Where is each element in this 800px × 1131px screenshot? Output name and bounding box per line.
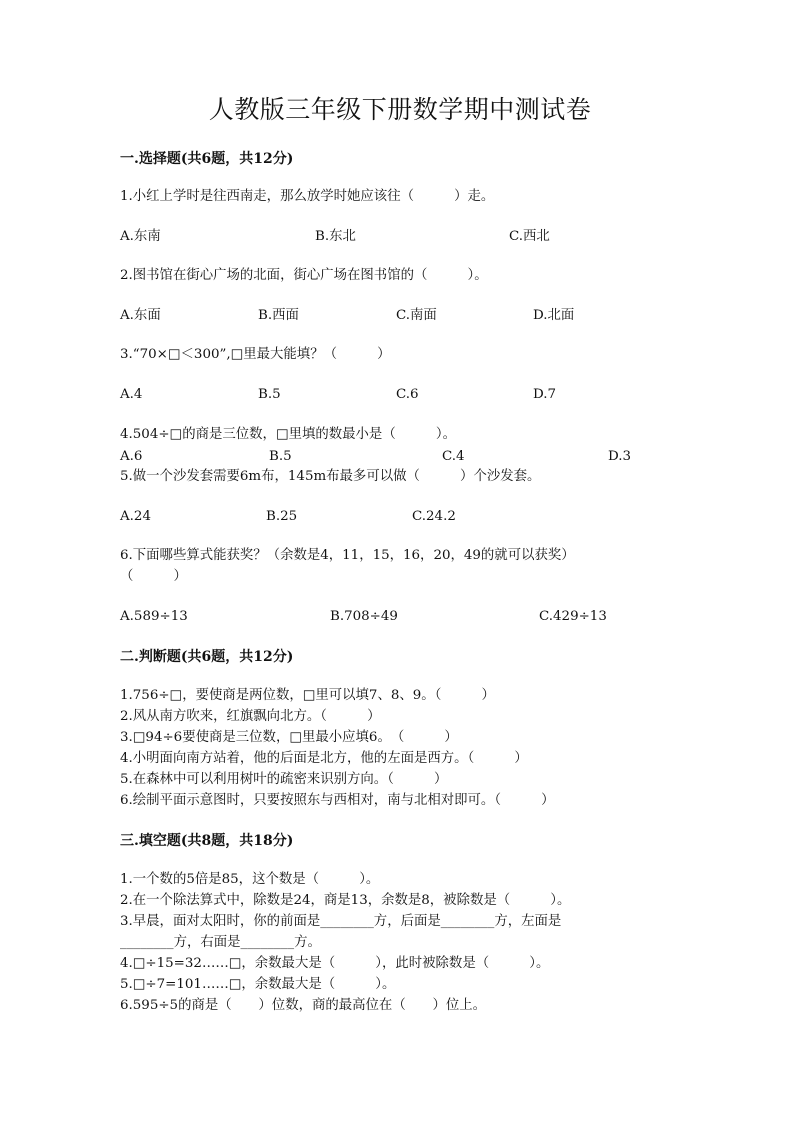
judgment-item-4: 4.小明面向南方站着，他的后面是北方，他的左面是西方。（ ） (120, 751, 528, 766)
q6-option-b: B.708÷49 (330, 609, 398, 624)
q3-option-b: B.5 (258, 387, 281, 402)
question-4: 4.504÷□的商是三位数，□里填的数最小是（ ）。 (120, 427, 456, 442)
question-5: 5.做一个沙发套需要6m布，145m布最多可以做（ ）个沙发套。 (120, 469, 541, 484)
fill-item-5: 5.□÷7=101……□，余数最大是（ ）。 (120, 977, 396, 992)
q5-option-a: A.24 (120, 509, 151, 524)
q4-option-b: B.5 (269, 449, 292, 464)
q3-option-a: A.4 (120, 387, 143, 402)
question-2: 2.图书馆在街心广场的北面，街心广场在图书馆的（ ）。 (120, 268, 488, 283)
fill-item-3-line2: ________方，右面是________方。 (120, 935, 321, 950)
question-3: 3.“70×□＜300”,□里最大能填？（ ） (120, 347, 391, 362)
q2-option-c: C.南面 (396, 308, 437, 323)
q6-option-a: A.589÷13 (120, 609, 188, 624)
q3-option-c: C.6 (396, 387, 419, 402)
judgment-item-1: 1.756÷□，要使商是两位数，□里可以填7、8、9。（ ） (120, 688, 495, 703)
question-6-line2: （ ） (120, 569, 187, 584)
q5-option-b: B.25 (266, 509, 298, 524)
q4-option-a: A.6 (120, 449, 143, 464)
fill-item-3-line1: 3.早晨，面对太阳时，你的前面是________方，后面是________方，左面是 (120, 914, 562, 929)
page-title: 人教版三年级下册数学期中测试卷 (208, 95, 592, 124)
q2-option-d: D.北面 (533, 308, 575, 323)
judgment-item-2: 2.风从南方吹来，红旗飘向北方。（ ） (120, 709, 381, 724)
fill-item-2: 2.在一个除法算式中，除数是24，商是13，余数是8，被除数是（ ）。 (120, 893, 571, 908)
section-heading-fill: 三.填空题(共8题，共18分) (120, 833, 294, 849)
q1-option-c: C.西北 (509, 229, 550, 244)
fill-item-1: 1.一个数的5倍是85，这个数是（ ）。 (120, 872, 380, 887)
q1-option-b: B.东北 (315, 229, 356, 244)
section-heading-choice: 一.选择题(共6题，共12分) (120, 151, 294, 167)
q2-option-a: A.东面 (120, 308, 161, 323)
question-6-line1: 6.下面哪些算式能获奖？（余数是4，11，15，16，20，49的就可以获奖） (120, 548, 575, 563)
q4-option-d: D.3 (608, 449, 632, 464)
q3-option-d: D.7 (533, 387, 557, 402)
fill-item-4: 4.□÷15=32……□，余数最大是（ ），此时被除数是（ ）。 (120, 956, 550, 971)
judgment-item-3: 3.□94÷6要使商是三位数，□里最小应填6。 （ ） (120, 730, 458, 745)
judgment-item-6: 6.绘制平面示意图时，只要按照东与西相对，南与北相对即可。（ ） (120, 793, 555, 808)
q1-option-a: A.东南 (120, 229, 161, 244)
question-1: 1.小红上学时是往西南走，那么放学时她应该往（ ）走。 (120, 189, 495, 204)
q2-option-b: B.西面 (258, 308, 299, 323)
section-heading-judgment: 二.判断题(共6题，共12分) (120, 649, 294, 665)
q5-option-c: C.24.2 (412, 509, 456, 524)
q4-option-c: C.4 (442, 449, 465, 464)
q6-option-c: C.429÷13 (539, 609, 607, 624)
judgment-item-5: 5.在森林中可以利用树叶的疏密来识别方向。（ ） (120, 772, 448, 787)
fill-item-6: 6.595÷5的商是（ ）位数，商的最高位在（ ）位上。 (120, 998, 487, 1013)
